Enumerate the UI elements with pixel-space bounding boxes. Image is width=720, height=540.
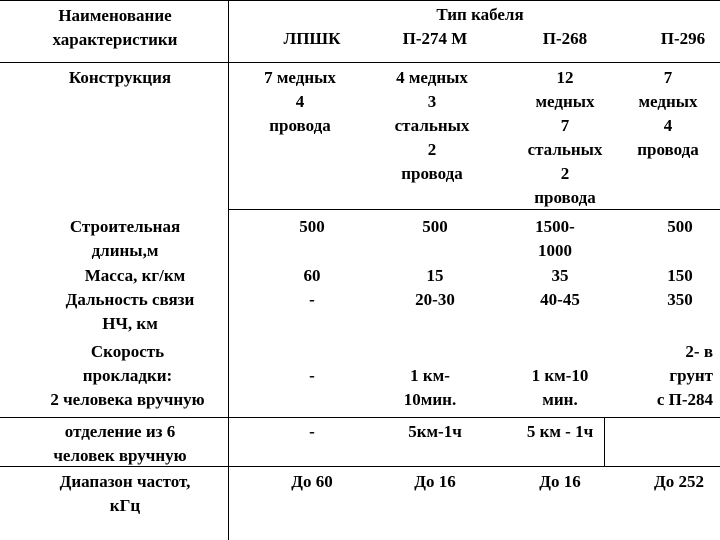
cell-range-p296: 350 <box>667 290 693 309</box>
cell-freq-p268: До 16 <box>539 472 581 491</box>
header-divider <box>0 62 720 63</box>
header-col-p274m: П-274 М <box>402 29 468 48</box>
cell-freq-p274m: До 16 <box>414 472 456 491</box>
cell-squad-p274m: 5км-1ч <box>408 422 462 441</box>
cell-length-lpshk: 500 <box>299 217 325 236</box>
cell-laying-lpshk: - <box>309 366 315 385</box>
cell-laying-p296: 2- в грунт с П-284 <box>656 342 713 409</box>
cell-laying-p268: 1 км-10 мин. <box>531 366 589 409</box>
header-cable-type: Тип кабеля <box>436 5 524 24</box>
cell-freq-p296: До 252 <box>654 472 704 491</box>
cell-construction-lpshk: 7 медных 4 провода <box>264 68 336 135</box>
row-label-laying: Скорость прокладки: 2 человека вручную <box>50 342 205 409</box>
row-label-length: Строительная длины,м <box>69 217 181 260</box>
cell-length-p296: 500 <box>667 217 693 236</box>
header-col-p296: П-296 <box>660 29 706 48</box>
cell-mass-p296: 150 <box>667 266 693 285</box>
header-name-column: Наименование характеристики <box>52 6 178 49</box>
cell-laying-p274m: 1 км- 10мин. <box>403 366 457 409</box>
row-label-construction: Конструкция <box>68 68 172 87</box>
row-label-freq: Диапазон частот, кГц <box>59 472 191 515</box>
cell-length-p268: 1500- 1000 <box>535 217 575 260</box>
row-label-range: Дальность связи НЧ, км <box>65 290 195 333</box>
row-label-squad: отделение из 6 человек вручную <box>53 422 187 465</box>
cell-construction-p268: 12 медных 7 стальных 2 провода <box>527 68 603 207</box>
cell-freq-lpshk: До 60 <box>291 472 333 491</box>
table-border-top <box>0 0 720 1</box>
cell-range-lpshk: - <box>309 290 315 309</box>
cell-length-p274m: 500 <box>422 217 448 236</box>
row-divider-laying <box>0 417 720 418</box>
cell-mass-p268: 35 <box>551 266 569 285</box>
cell-squad-p268: 5 км - 1ч <box>526 422 594 441</box>
cell-range-p274m: 20-30 <box>415 290 455 309</box>
cell-construction-p296: 7 медных 4 провода <box>637 68 699 159</box>
cell-range-p268: 40-45 <box>540 290 580 309</box>
cell-squad-lpshk: - <box>309 422 315 441</box>
cell-mass-p274m: 15 <box>426 266 444 285</box>
header-col-p268: П-268 <box>542 29 588 48</box>
cell-mass-lpshk: 60 <box>303 266 321 285</box>
cell-construction-p274m: 4 медных 3 стальных 2 провода <box>394 68 470 183</box>
header-col-lpshk: ЛПШК <box>283 29 341 48</box>
row-label-mass: Масса, кг/км <box>84 266 186 285</box>
